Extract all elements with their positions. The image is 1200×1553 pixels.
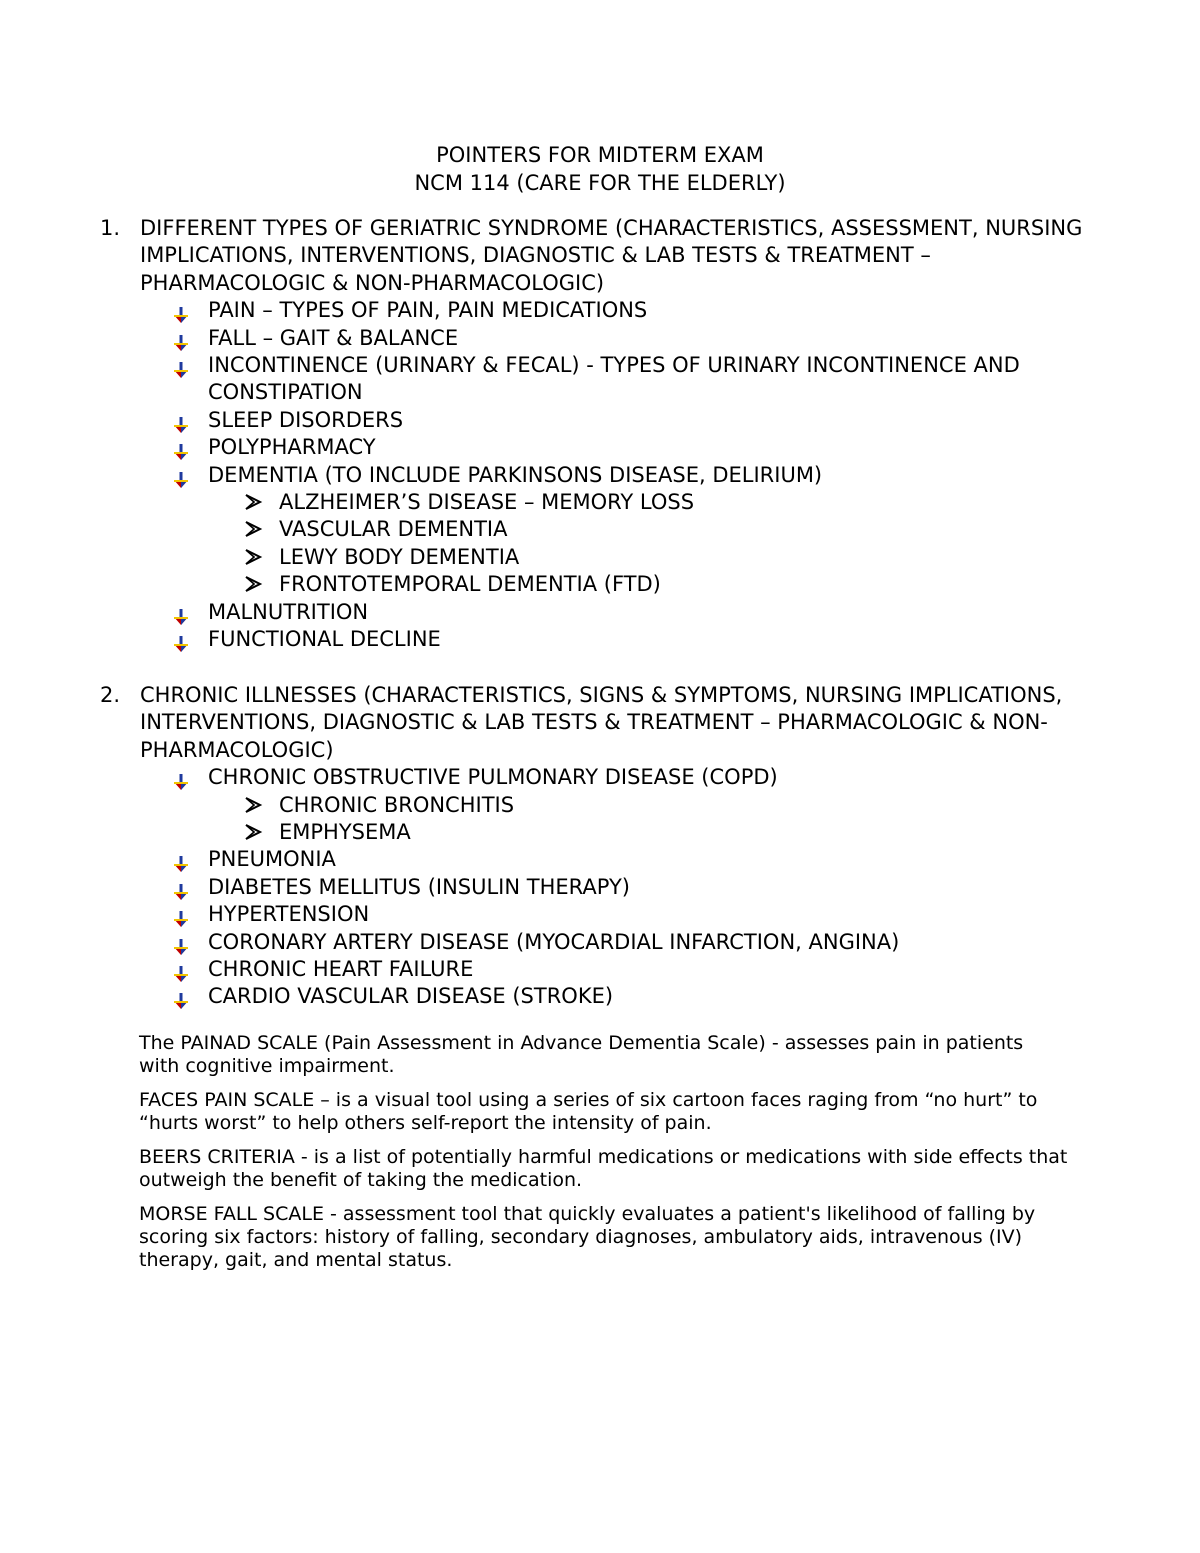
list-item-text: PAIN – TYPES OF PAIN, PAIN MEDICATIONS	[208, 298, 648, 323]
chevron-right-icon	[243, 492, 263, 512]
down-arrow-icon	[174, 417, 188, 433]
chevron-right-icon	[243, 822, 263, 842]
list-item	[172, 983, 1100, 1010]
list-item-text: INCONTINENCE (URINARY & FECAL) - TYPES OF URINARY INCONTINENCE AND CONSTIPATION	[208, 353, 1020, 405]
document-title: POINTERS FOR MIDTERM EXAM	[436, 143, 764, 167]
section-number: 2.	[100, 683, 121, 707]
list-item-text: CARDIO VASCULAR DISEASE (STROKE)	[208, 984, 614, 1009]
section-1	[100, 215, 1100, 654]
sub-list-item	[243, 544, 1100, 571]
list-item-text: CHRONIC HEART FAILURE	[208, 957, 474, 982]
chevron-right-icon	[243, 795, 263, 815]
list-item	[172, 325, 1100, 352]
document-title-block	[0, 141, 1200, 197]
list-item	[172, 764, 1100, 791]
section-heading	[100, 682, 1100, 764]
sub-list-item	[243, 489, 1100, 516]
list-item-text: SLEEP DISORDERS	[208, 407, 404, 432]
note-faces-pain-scale: FACES PAIN SCALE – is a visual tool using a series of six cartoon faces raging from “no hurt” to “hurts worst” to help others self-report the intensity of pain.	[139, 1089, 1038, 1134]
chevron-right-icon	[243, 574, 263, 594]
down-arrow-icon	[174, 939, 188, 955]
sub-list-item-text: VASCULAR DEMENTIA	[279, 517, 508, 542]
chevron-right-icon	[243, 519, 263, 539]
chevron-right-icon	[243, 547, 263, 567]
list-item-text: DEMENTIA (TO INCLUDE PARKINSONS DISEASE, DELIRIUM)	[208, 462, 823, 487]
section-heading-text: CHRONIC ILLNESSES (CHARACTERISTICS, SIGNS & SYMPTOMS, NURSING IMPLICATIONS, INTERVENTIONS, DIAGNOSTIC & LAB TESTS & TREATMENT – PHARMACOLOGIC & NON-PHARMACOLOGIC)	[140, 683, 1063, 762]
sub-list-item-text: CHRONIC BRONCHITIS	[279, 792, 515, 817]
sub-list-item-text: EMPHYSEMA	[279, 820, 411, 845]
list-item	[172, 352, 1100, 407]
list-item-text: HYPERTENSION	[208, 902, 370, 927]
sub-list-item	[243, 516, 1100, 543]
list-item	[172, 956, 1100, 983]
list-item-text: DIABETES MELLITUS (INSULIN THERAPY)	[208, 874, 630, 899]
sub-list-item	[243, 571, 1100, 598]
list-item	[172, 626, 1100, 653]
section-heading-text: DIFFERENT TYPES OF GERIATRIC SYNDROME (CHARACTERISTICS, ASSESSMENT, NURSING IMPLICATIONS, INTERVENTIONS, DIAGNOSTIC & LAB TESTS & TREATMENT – PHARMACOLOGIC & NON-PHARMACOLOGIC)	[140, 216, 1083, 295]
down-arrow-icon	[174, 993, 188, 1009]
list-item-text: FALL – GAIT & BALANCE	[208, 325, 459, 350]
list-item-text: CHRONIC OBSTRUCTIVE PULMONARY DISEASE (COPD)	[208, 765, 778, 790]
down-arrow-icon	[174, 362, 188, 378]
sub-list-item	[243, 819, 1100, 846]
down-arrow-icon	[174, 335, 188, 351]
down-arrow-icon	[174, 472, 188, 488]
note-painad-scale: The PAINAD SCALE (Pain Assessment in Advance Dementia Scale) - assesses pain in patients with cognitive impairment.	[139, 1032, 1024, 1077]
list-item-text: MALNUTRITION	[208, 599, 369, 624]
document-subtitle: NCM 114 (CARE FOR THE ELDERLY)	[414, 171, 786, 195]
list-item	[172, 407, 1100, 434]
down-arrow-icon	[174, 884, 188, 900]
note-beers-criteria: BEERS CRITERIA - is a list of potentially harmful medications or medications with side effects that outweigh the benefit of taking the medication.	[139, 1146, 1068, 1191]
list-item	[172, 874, 1100, 901]
sub-list-item-text: ALZHEIMER’S DISEASE – MEMORY LOSS	[279, 490, 695, 515]
note-morse-fall-scale: MORSE FALL SCALE - assessment tool that quickly evaluates a patient's likelihood of falling by scoring six factors: history of falling, secondary diagnoses, ambulatory aids, intravenous (IV) therapy, gait, and mental status.	[139, 1203, 1036, 1271]
section-number: 1.	[100, 216, 121, 240]
section-2	[100, 682, 1100, 1011]
list-item	[172, 929, 1100, 956]
down-arrow-icon	[174, 856, 188, 872]
down-arrow-icon	[174, 444, 188, 460]
down-arrow-icon	[174, 911, 188, 927]
list-item	[172, 846, 1100, 873]
down-arrow-icon	[174, 307, 188, 323]
sub-list-item	[243, 792, 1100, 819]
list-item-text: POLYPHARMACY	[208, 435, 376, 460]
section-heading	[100, 215, 1100, 297]
list-item-text: FUNCTIONAL DECLINE	[208, 627, 441, 652]
list-item	[172, 297, 1100, 324]
list-item	[172, 462, 1100, 489]
list-item	[172, 599, 1100, 626]
sub-list-item-text: LEWY BODY DEMENTIA	[279, 544, 520, 569]
down-arrow-icon	[174, 966, 188, 982]
list-item	[172, 434, 1100, 461]
down-arrow-icon	[174, 609, 188, 625]
down-arrow-icon	[174, 636, 188, 652]
notes-section	[139, 1032, 1069, 1283]
list-item	[172, 901, 1100, 928]
down-arrow-icon	[174, 774, 188, 790]
list-item-text: PNEUMONIA	[208, 847, 336, 872]
sub-list-item-text: FRONTOTEMPORAL DEMENTIA (FTD)	[279, 572, 661, 597]
list-item-text: CORONARY ARTERY DISEASE (MYOCARDIAL INFARCTION, ANGINA)	[208, 929, 900, 954]
